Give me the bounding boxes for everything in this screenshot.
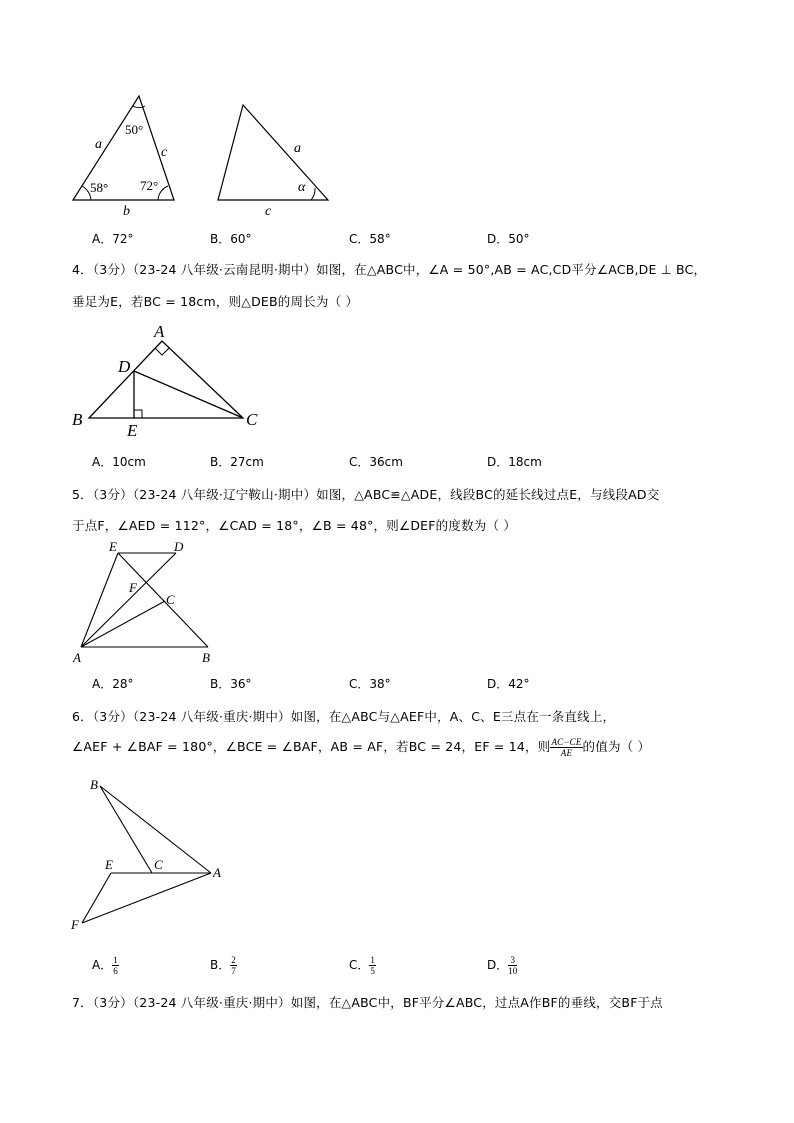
vertex-d-label: D xyxy=(174,539,184,554)
q6-option-c xyxy=(349,955,376,976)
fraction-numerator: 1 xyxy=(370,955,375,965)
side-b-label: b xyxy=(123,204,130,219)
fraction-denominator: AE xyxy=(560,748,573,758)
q3-option-c: C．58° xyxy=(349,232,391,246)
vertex-c-label: C xyxy=(166,592,175,607)
vertex-a-label: A xyxy=(154,322,165,341)
fraction-denominator: 5 xyxy=(370,966,375,976)
q6-ratio-fraction xyxy=(550,737,582,758)
vertex-b-label: B xyxy=(72,410,83,429)
fraction-numerator: 3 xyxy=(508,955,517,966)
option-a-fraction xyxy=(112,955,119,976)
point-f-label: F xyxy=(129,580,137,595)
option-a-letter: A． xyxy=(92,958,113,972)
vertex-e-label: E xyxy=(105,857,113,872)
q4-option-d: D．18cm xyxy=(487,455,542,469)
side-a-label: a xyxy=(95,137,102,152)
q5-figure xyxy=(68,538,228,666)
vertex-b-label: B xyxy=(202,650,210,665)
q6-option-a xyxy=(92,955,119,976)
vertex-c-label: C xyxy=(246,410,258,429)
q4-figure xyxy=(68,318,278,440)
fraction-denominator: 6 xyxy=(113,966,118,976)
q5-option-c: C．38° xyxy=(349,677,391,691)
q3-option-d: D．50° xyxy=(487,232,530,246)
q5-stem-line1: 5．（3分）（23-24 八年级·辽宁鞍山·期中）如图，△ABC≌△ADE，线段BC的延长线过点E，与线段AD交 xyxy=(72,487,660,502)
q7-stem-line1: 7．（3分）（23-24 八年级·重庆·期中）如图，在△ABC中，BF平分∠ABC，过点A作BF的垂线，交BF于点 xyxy=(72,995,663,1010)
side-c-label: c xyxy=(161,145,168,160)
side-a-label: a xyxy=(294,141,301,156)
vertex-e-label: E xyxy=(109,539,117,554)
option-d-letter: D． xyxy=(487,958,509,972)
fraction-numerator: 1 xyxy=(113,955,118,965)
q4-option-a: A．10cm xyxy=(92,455,146,469)
fraction-denominator: 7 xyxy=(231,966,236,976)
angle-right-label: 72° xyxy=(140,178,159,193)
fraction-numerator: AC−CE xyxy=(551,737,582,747)
vertex-c-label: C xyxy=(154,857,163,872)
q6-stem-line2-start: ∠AEF + ∠BAF = 180°，∠BCE = ∠BAF，AB = AF，若BC = 24，EF = 14，则 xyxy=(72,739,551,754)
q6-stem-line2-end: 的值为（ ） xyxy=(582,739,651,754)
angle-top-label: 50° xyxy=(125,122,144,137)
q5-option-d: D．42° xyxy=(487,677,530,691)
vertex-a-label: A xyxy=(213,865,221,880)
q5-stem-line2: 于点F，∠AED = 112°，∠CAD = 18°，∠B = 48°，则∠DEF的度数为（ ） xyxy=(72,518,517,533)
q5-option-b: B．36° xyxy=(210,677,252,691)
q6-figure xyxy=(68,776,238,936)
q4-option-c: C．36cm xyxy=(349,455,403,469)
vertex-a-label: A xyxy=(73,650,81,665)
q3-figure-triangle-angles xyxy=(60,90,190,220)
option-d-fraction xyxy=(508,955,517,976)
option-c-letter: C． xyxy=(349,958,370,972)
q6-stem-line1: 6．（3分）（23-24 八年级·重庆·期中）如图，在△ABC与△AEF中，A、C、E三点在一条直线上， xyxy=(72,709,616,724)
fraction-denominator: 10 xyxy=(508,966,518,976)
vertex-f-label: F xyxy=(71,917,79,932)
q4-stem-line1: 4．（3分）（23-24 八年级·云南昆明·期中）如图，在△ABC中，∠A = 50°,AB = AC,CD平分∠ACB,DE ⊥ BC， xyxy=(72,262,707,277)
q3-option-b: B．60° xyxy=(210,232,252,246)
q6-option-d xyxy=(487,955,517,976)
q4-option-b: B．27cm xyxy=(210,455,264,469)
q5-option-a: A．28° xyxy=(92,677,134,691)
angle-left-label: 58° xyxy=(90,180,109,195)
fraction-numerator: 2 xyxy=(231,955,236,965)
q6-stem-line2 xyxy=(72,737,650,758)
q3-option-a: A．72° xyxy=(92,232,134,246)
vertex-d-label: D xyxy=(118,357,131,376)
vertex-e-label: E xyxy=(127,421,138,440)
option-b-letter: B． xyxy=(210,958,231,972)
option-c-fraction xyxy=(369,955,376,976)
q3-figure-triangle-alpha xyxy=(210,95,340,220)
vertex-b-label: B xyxy=(90,777,98,792)
q4-stem-line2: 垂足为E，若BC = 18cm，则△DEB的周长为（ ） xyxy=(72,294,359,309)
option-b-fraction xyxy=(230,955,237,976)
q6-option-b xyxy=(210,955,237,976)
angle-alpha-label: α xyxy=(298,180,306,195)
side-c-label: c xyxy=(265,204,272,219)
